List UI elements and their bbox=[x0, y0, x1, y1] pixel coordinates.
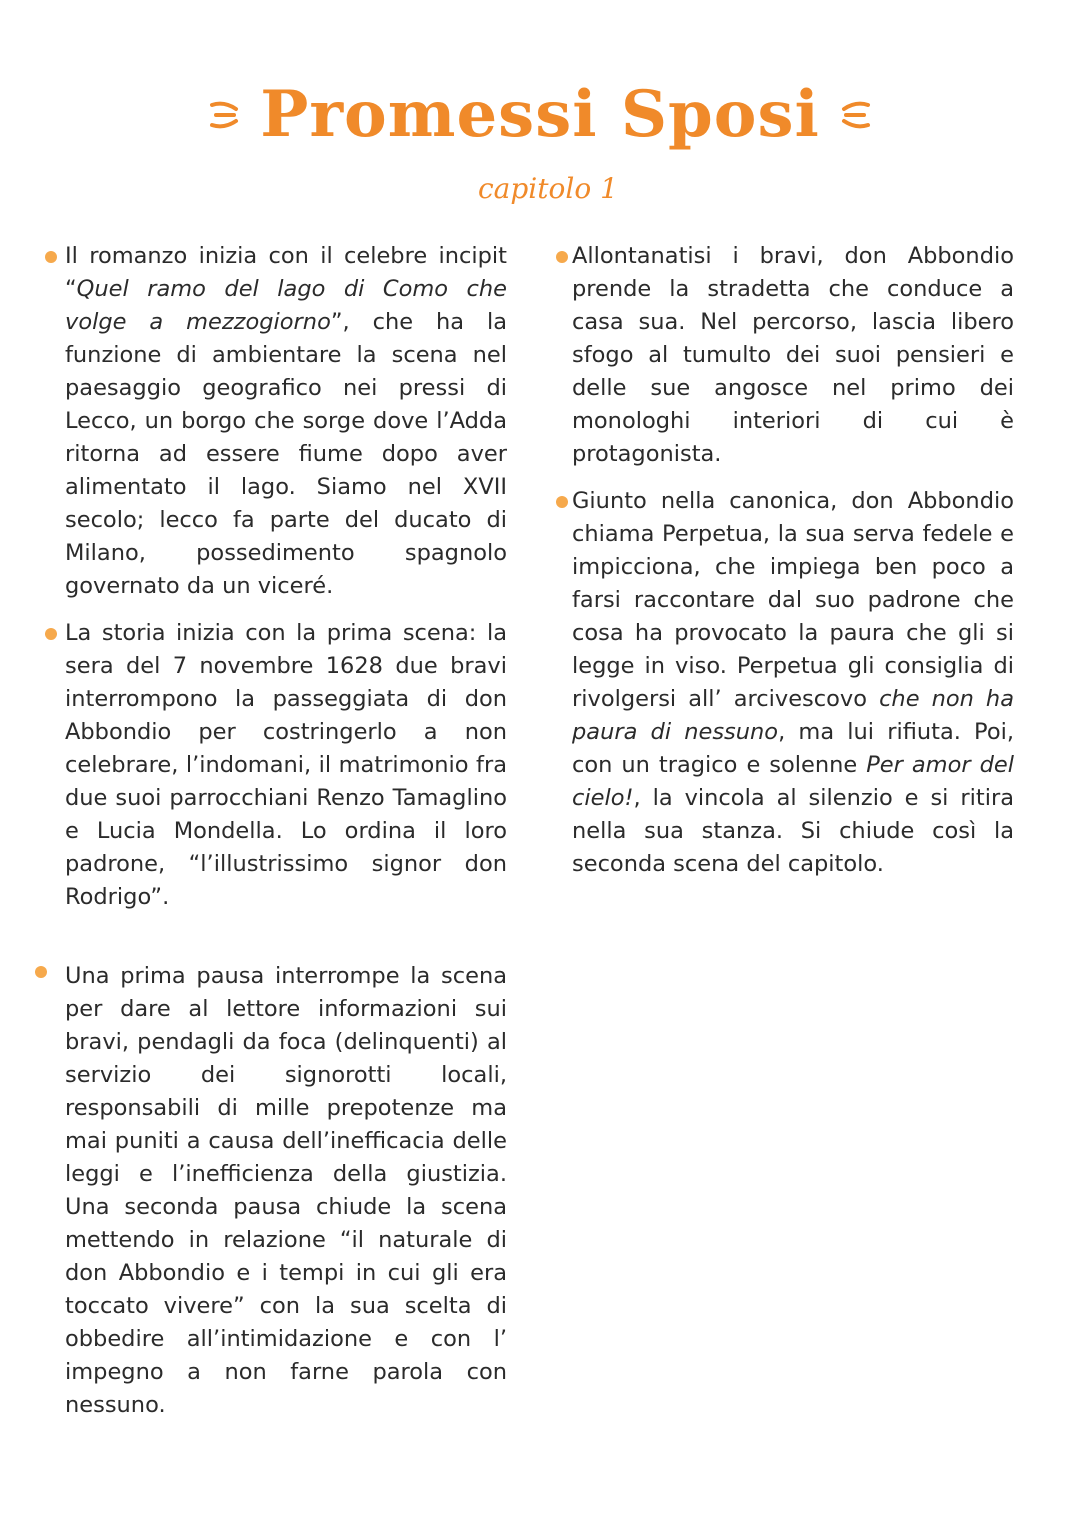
bullet-icon bbox=[45, 628, 57, 640]
right-flourish-icon bbox=[838, 95, 872, 135]
paragraph-text: Allontanatisi i bravi, don Abbondio prende la stradetta che conduce a casa sua. Nel percorso, lascia libero sfogo al tumulto dei suoi pensieri e delle sue angosce nel primo dei monologhi interiori di cui è protagonista. bbox=[572, 243, 1014, 467]
paragraph-pauses bbox=[65, 960, 507, 1422]
left-flourish-icon bbox=[208, 95, 242, 135]
title-row bbox=[0, 70, 1080, 160]
chapter-subtitle: capitolo 1 bbox=[478, 172, 618, 205]
paragraph-perpetua bbox=[572, 485, 1014, 881]
page-title: Promessi Sposi bbox=[260, 77, 820, 152]
bullet-icon bbox=[556, 496, 568, 508]
italic-quote: che non ha paura di nessuno bbox=[572, 686, 1014, 745]
paragraph-monologue bbox=[572, 240, 1014, 471]
paragraph-text: Una prima pausa interrompe la scena per dare al lettore informazioni sui bravi, pendagli da foca (delinquenti) al servizio dei signorotti locali, responsabili di mille prepotenze ma mai puniti a causa dell’inefficacia delle leggi e l’inefficienza della giustizia. Una seconda pausa chiude la scena mettendo in relazione “il naturale di don Abbondio e i tempi in cui gli era toccato vivere” con la sua scelta di obbedire all’intimidazione e con l’ impegno a non farne parola con nessuno. bbox=[65, 963, 507, 1418]
bullet-icon bbox=[35, 966, 47, 978]
bullet-icon bbox=[556, 251, 568, 263]
paragraph-incipit bbox=[65, 240, 507, 603]
italic-quote: Quel ramo del lago di Como che volge a mezzogiorno bbox=[65, 276, 507, 335]
italic-quote: Per amor del cielo! bbox=[572, 752, 1014, 811]
paragraph-first-scene bbox=[65, 617, 507, 914]
paragraph-text: Giunto nella canonica, don Abbondio chiama Perpetua, la sua serva fedele e impicciona, che impiega ben poco a farsi raccontare dal suo padrone che cosa ha provocato la paura che gli si legge in viso. Perpetua gli consiglia di rivolgersi all’ arcivescovo che non ha paura di nessuno, ma lui rifiuta. Poi, con un tragico e solenne Per amor del cielo!, la vincola al silenzio e si ritira nella sua stanza. Si chiude così la seconda scena del capitolo. bbox=[572, 488, 1014, 877]
bullet-icon bbox=[45, 251, 57, 263]
paragraph-text: Il romanzo inizia con il celebre incipit “Quel ramo del lago di Como che volge a mezzogiorno”, che ha la funzione di ambientare la scena nel paesaggio geografico nei pressi di Lecco, un borgo che sorge dove l’Adda ritorna ad essere fiume dopo aver alimentato il lago. Siamo nel XVII secolo; lecco fa parte del ducato di Milano, possedimento spagnolo governato da un viceré. bbox=[65, 243, 508, 599]
paragraph-text: La storia inizia con la prima scena: la sera del 7 novembre 1628 due bravi interrompono la passeggiata di don Abbondio per costringerlo a non celebrare, l’indomani, il matrimonio fra due suoi parrocchiani Renzo Tamaglino e Lucia Mondella. Lo ordina il loro padrone, “l’illustrissimo signor don Rodrigo”. bbox=[65, 620, 507, 910]
